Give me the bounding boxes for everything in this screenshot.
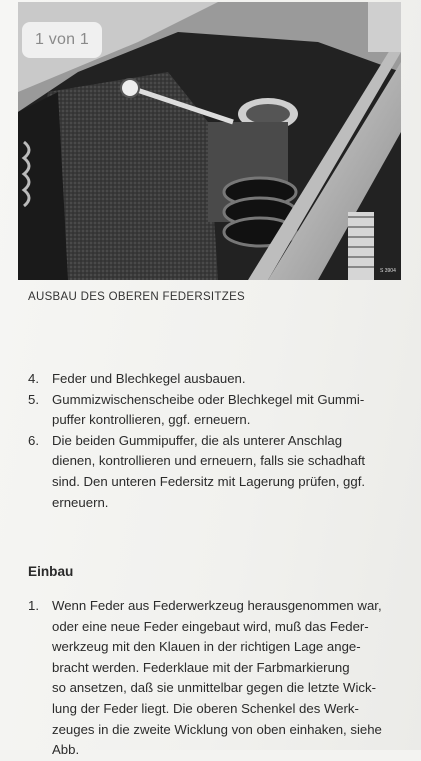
step-number: 4. <box>28 371 39 386</box>
list-item <box>28 390 413 431</box>
page-indicator-badge[interactable]: 1 von 1 <box>22 22 102 58</box>
figure-code: S 3904 <box>380 268 396 274</box>
list-item <box>28 596 421 761</box>
install-steps-list <box>28 596 421 761</box>
list-item <box>28 431 413 513</box>
step-text: Gummizwischenscheibe oder Blechkegel mit Gummi- puffer kontrollieren, ggf. erneuern. <box>52 391 365 428</box>
step-text: Die beiden Gummipuffer, die als unterer Anschlag dienen, kontrollieren und erneuern, falls sie schadhaft sind. Den unteren Federsitz mit Lagerung prüfen, ggf. erneuern. <box>52 432 366 510</box>
list-item <box>28 369 413 390</box>
figure-caption: AUSBAU DES OBEREN FEDERSITZES <box>28 291 246 303</box>
step-number: 1. <box>28 598 39 613</box>
removal-steps-list <box>28 369 413 513</box>
step-text: Feder und Blechkegel ausbauen. <box>52 371 246 386</box>
step-text: Wenn Feder aus Federwerkzeug herausgenommen war, oder eine neue Feder eingebaut wird, muß das Feder- werkzeug mit den Klauen in der richtigen Lage ange- bracht werden. Federklaue mit der Farbmarkierung so ansetzen, daß sie unmittelbar gegen die letzte Wick- lung der Feder liegt. Die oberen Schenkel des Werk- zeuges in die zweite Wicklung von oben einhaken, siehe Abb. <box>52 598 382 758</box>
step-number: 6. <box>28 432 39 448</box>
section-heading-einbau: Einbau <box>28 564 74 579</box>
step-number: 5. <box>28 391 39 407</box>
